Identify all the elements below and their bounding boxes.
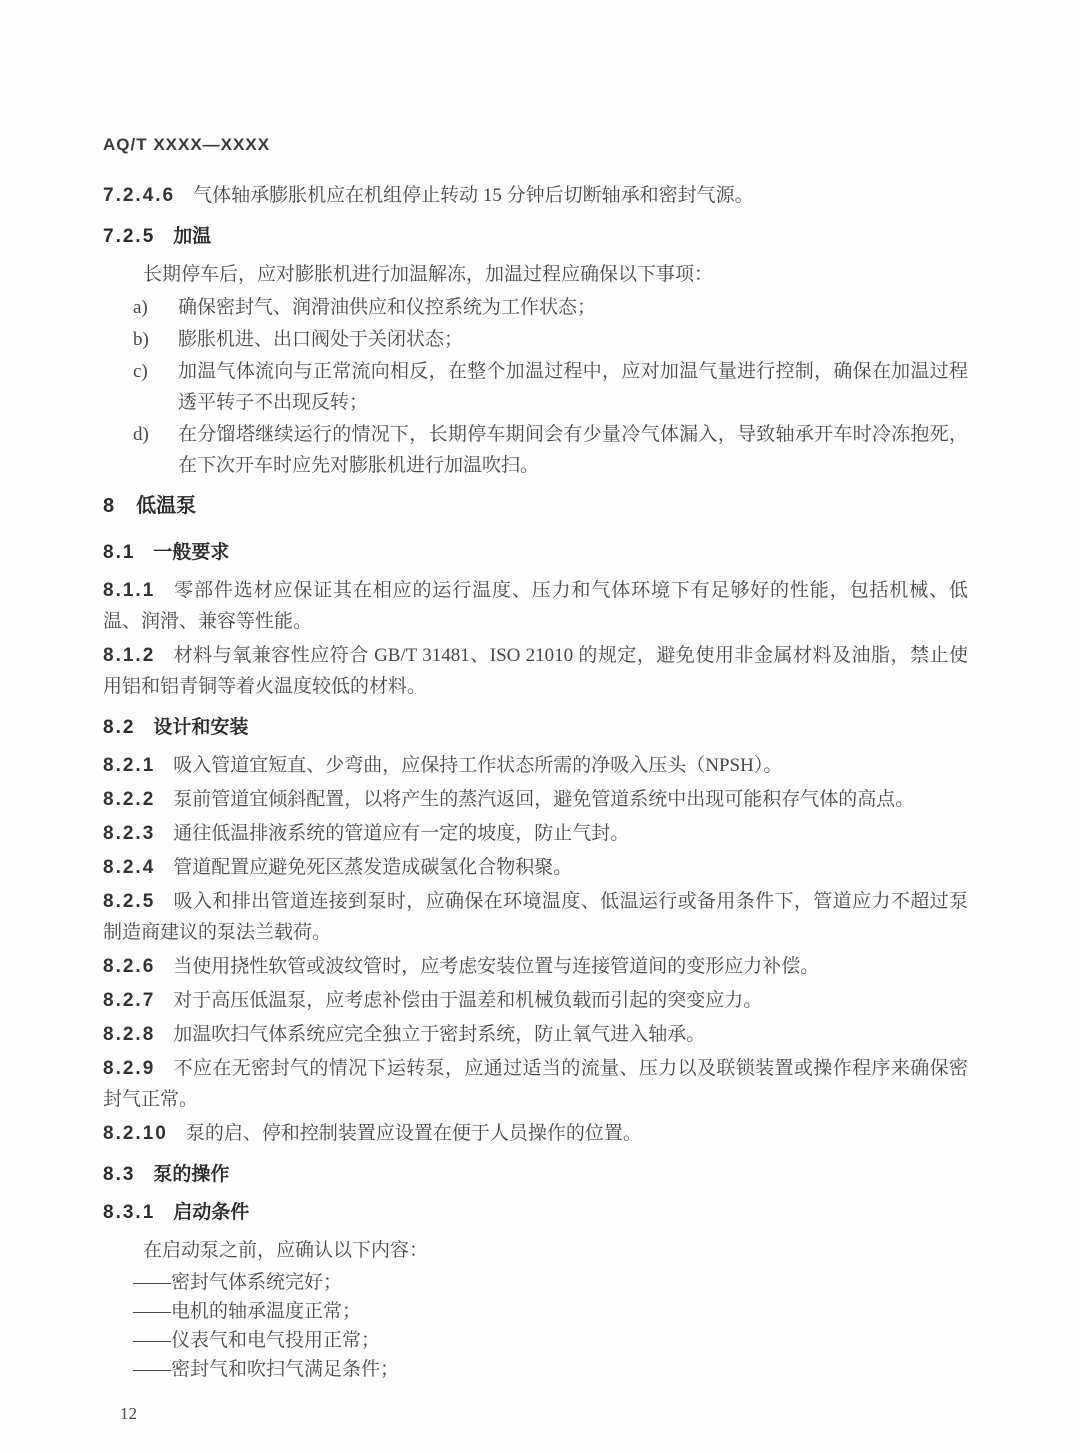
clause-number: 8.2.1 [103,755,156,776]
list-item-text: 在分馏塔继续运行的情况下，长期停车期间会有少量冷气体漏入，导致轴承开车时冷冻抱死，在下次开车时应先对膨胀机进行加温吹扫。 [178,424,968,476]
section-number: 8 [103,495,117,517]
clause-paragraph [103,886,968,948]
list-item [103,356,968,418]
clause-text: 当使用挠性软管或波纹管时，应考虑安装位置与连接管道间的变形应力补偿。 [173,956,820,977]
clause-number: 8.2.7 [103,990,156,1011]
clause-number: 8.2.8 [103,1024,156,1045]
clause-text: 零部件选材应保证其在相应的运行温度、压力和气体环境下有足够好的性能，包括机械、低温、润滑、兼容等性能。 [103,580,968,632]
clause-number: 8.1.1 [103,580,156,601]
clause-paragraph [103,1019,968,1050]
paragraph: 在启动泵之前，应确认以下内容： [143,1240,429,1261]
clause-paragraph [103,951,968,982]
list-item-text: 加温气体流向与正常流向相反，在整个加温过程中，应对加温气量进行控制，确保在加温过程透平转子不出现反转； [178,361,968,413]
section-number: 8.1 [103,542,136,563]
section-title: 低温泵 [136,495,197,517]
section-title: 一般要求 [153,542,230,563]
clause-paragraph [103,180,968,211]
clause-number: 7.2.4.6 [103,185,176,206]
clause-paragraph [103,1118,968,1149]
clause-text: 泵前管道宜倾斜配置，以将产生的蒸汽返回，避免管道系统中出现可能积存气体的高点。 [173,789,915,810]
section-number: 7.2.5 [103,226,156,247]
clause-paragraph [103,852,968,883]
section-heading [103,493,968,519]
list-item [103,324,968,355]
section-title: 加温 [173,226,212,247]
clause-number: 8.1.2 [103,645,156,666]
dash-list-item: ——电机的轴承温度正常； [133,1301,362,1322]
clause-paragraph [103,818,968,849]
paragraph: 长期停车后，应对膨胀机进行加温解冻，加温过程应确保以下事项： [143,264,714,285]
clause-paragraph [103,640,968,702]
section-title: 泵的操作 [153,1164,230,1185]
page-footer [120,1405,137,1423]
clause-number: 8.2.6 [103,956,156,977]
clause-number: 8.2.10 [103,1123,168,1144]
dash-list-item: ——仪表气和电气投用正常； [133,1330,381,1351]
clause-number: 8.2.5 [103,891,156,912]
clause-text: 吸入和排出管道连接到泵时，应确保在环境温度、低温运行或备用条件下，管道应力不超过泵制造商建议的泵法兰载荷。 [103,891,968,943]
section-title: 设计和安装 [153,717,249,738]
section-number: 8.2 [103,717,136,738]
list-item-marker: d) [133,424,149,445]
clause-number: 8.2.4 [103,857,156,878]
clause-text: 材料与氧兼容性应符合 GB/T 31481、ISO 21010 的规定，避免使用非金属材料及油脂，禁止使用铝和铝青铜等着火温度较低的材料。 [103,645,968,697]
clause-number: 8.2.3 [103,823,156,844]
clause-text: 吸入管道宜短直、少弯曲，应保持工作状态所需的净吸入压头（NPSH）。 [173,755,783,776]
clause-paragraph [103,575,968,637]
section-heading [103,225,968,249]
clause-paragraph [103,1053,968,1115]
clause-text: 管道配置应避免死区蒸发造成碳氢化合物积聚。 [173,857,573,878]
clause-text: 泵的启、停和控制装置应设置在便于人员操作的位置。 [185,1123,642,1144]
page-header [103,135,968,155]
clause-paragraph [103,784,968,815]
section-heading [103,1201,968,1225]
section-number: 8.3.1 [103,1202,156,1223]
section-heading [103,541,968,565]
clause-number: 8.2.2 [103,789,156,810]
clause-text: 气体轴承膨胀机应在机组停止转动 15 分钟后切断轴承和密封气源。 [193,185,754,206]
clause-paragraph [103,985,968,1016]
clause-text: 通往低温排液系统的管道应有一定的坡度，防止气封。 [173,823,630,844]
dash-list-item: ——密封气和吹扫气满足条件； [133,1359,400,1380]
list-item-marker: b) [133,329,149,350]
list-item [103,292,968,323]
list-item-marker: a) [133,297,148,318]
standard-number: AQ/T XXXX—XXXX [103,135,271,154]
page-number: 12 [120,1404,137,1423]
list-item-marker: c) [133,361,148,382]
clause-text: 对于高压低温泵，应考虑补偿由于温差和机械负载而引起的突变应力。 [173,990,763,1011]
clause-text: 加温吹扫气体系统应完全独立于密封系统，防止氧气进入轴承。 [173,1024,706,1045]
clause-text: 不应在无密封气的情况下运转泵，应通过适当的流量、压力以及联锁装置或操作程序来确保密封气正常。 [103,1058,968,1110]
list-item-text: 确保密封气、润滑油供应和仪控系统为工作状态； [178,297,597,318]
dash-list-item: ——密封气体系统完好； [133,1272,343,1293]
list-item-text: 膨胀机进、出口阀处于关闭状态； [178,329,464,350]
section-title: 启动条件 [173,1202,250,1223]
section-number: 8.3 [103,1164,136,1185]
section-heading [103,1163,968,1187]
clause-paragraph [103,750,968,781]
section-heading [103,716,968,740]
document-body [103,180,968,1384]
clause-number: 8.2.9 [103,1058,156,1079]
list-item [103,419,968,481]
